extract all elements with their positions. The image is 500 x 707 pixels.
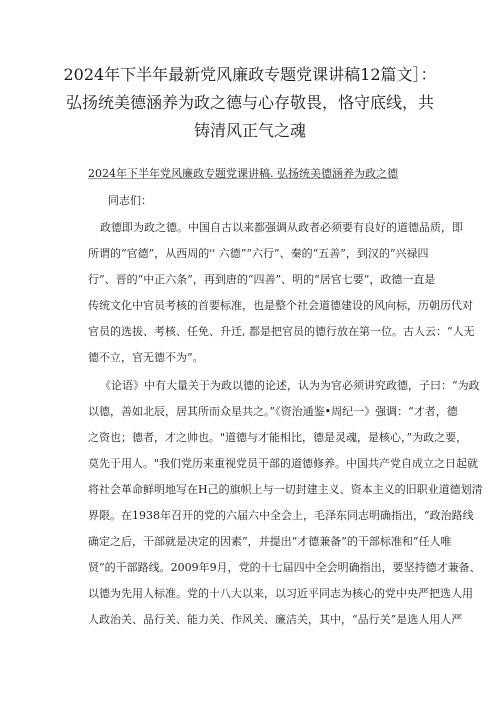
- section-heading-link[interactable]: 2024年下半年党风廉政专题党课讲稿. 弘扬统美德涵养为政之德: [88, 167, 398, 180]
- body-line: 政德即为政之德。中国自古以来都强调从政者必须要有良好的道德品质，即: [100, 221, 463, 234]
- body-line: 官员的选拔、考核、任免、升迁, 都是把官员的德行放在第一位。古人云：“人无: [88, 325, 475, 338]
- body-line: 《论语》中有大量关于为政以德的论述，认为为官必须讲究政德，子曰：“为政: [100, 379, 480, 392]
- body-line: 德不立，官无德不为”。: [88, 351, 204, 364]
- body-line: 以德为先用人标准。党的十八大以来，以习近平同志为核心的党中央严把选人用: [88, 587, 473, 600]
- document-title-line-1: 2024年下半年最新党风廉政专题党课讲稿12篇文］：: [63, 65, 437, 84]
- body-line: 莫先于用人。"我们党历来重视党员干部的道德修养。中国共产党自成立之日起就: [88, 457, 479, 470]
- document-title-line-3: 铸清风正气之魂: [193, 121, 306, 140]
- body-line: 以德，善如北辰，居其所而众星共之。”《资治通鉴•周纪一》强调：“才者，德: [88, 405, 458, 418]
- body-line: 行”、晋的“中正六条”，再到唐的“四善”、明的“居官七要”，政德一直是: [88, 273, 436, 286]
- body-line: 所谓的“官德”，从西周的'' 六德”“六行”、秦的“五善”，到汉的“兴禄四: [88, 247, 429, 260]
- body-line: 人政治关、品行关、能力关、作风关、廉洁关，其中，“品行关”是选人用人严: [88, 613, 463, 626]
- body-line: 界限。在1938年召开的党的六届六中全会上，毛泽东同志明确指出，“政治路线: [88, 509, 474, 522]
- body-line: 传统文化中官员考核的首要标准，也是整个社会道德建设的风向标，历朝历代对: [88, 299, 473, 312]
- body-line: 确定之后，干部就是决定的因素”，并提出“才德兼备”的干部标准和“任人唯: [88, 535, 452, 548]
- body-line: 之资也；德者，才之帅也。"道德与才能相比，德是灵魂，是核心，”为政之要，: [88, 431, 468, 444]
- body-line: 贤”的干部路线。2009年9月，党的十七届四中全会明确指出，要坚持德才兼备、: [88, 561, 481, 574]
- document-title-line-2: 弘扬统美德涵养为政之德与心存敬畏，恪守底线，共: [65, 93, 434, 112]
- salutation: 同志们：: [108, 194, 152, 207]
- body-line: 将社会革命鲜明地写在H己的旗帜上与一切封建主义、资本主义的旧职业道德划清: [88, 483, 483, 496]
